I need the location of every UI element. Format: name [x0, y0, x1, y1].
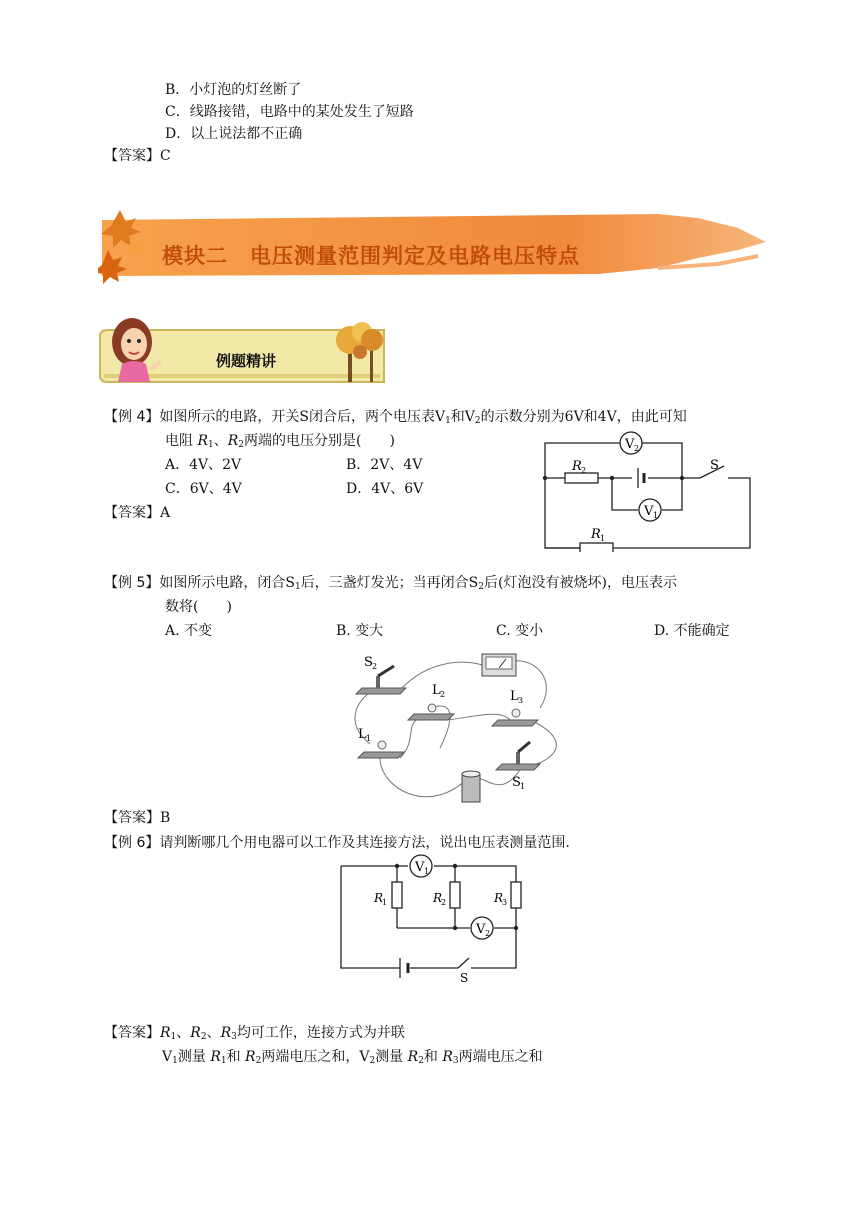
ex4-option-b: B．2V、4V	[346, 457, 423, 473]
svg-text:R: R	[494, 891, 504, 905]
svg-text:L: L	[432, 683, 441, 698]
answer-value: C	[160, 148, 171, 164]
option-b: B．小灯泡的灯丝断了	[165, 82, 302, 98]
lamp-l3	[492, 709, 538, 726]
svg-text:1: 1	[600, 534, 606, 543]
battery-icon	[462, 771, 480, 802]
option-c: C．线路接错，电路中的某处发生了短路	[165, 104, 414, 120]
resistor-r1	[580, 543, 613, 552]
option-d: D．以上说法都不正确	[165, 126, 303, 142]
ex5-line2: 数将( )	[165, 599, 232, 615]
voltmeter-icon	[482, 654, 516, 676]
svg-text:2: 2	[485, 929, 491, 938]
ex4-circuit-diagram	[540, 430, 755, 552]
example-badge	[98, 306, 394, 384]
svg-text:2: 2	[581, 466, 587, 475]
ex4-option-d: D．4V、6V	[346, 481, 424, 497]
svg-text:V: V	[625, 437, 635, 452]
svg-text:2: 2	[634, 444, 640, 453]
lamp-l2	[408, 704, 454, 720]
ex4-option-c: C．6V、4V	[165, 481, 242, 497]
module-banner	[98, 206, 768, 284]
ex6-answer-line2: $V_1$测量 $R_1$和 $R_2$两端电压之和，$V_2$测量 $R_2$和 $R_3$两端电压之和	[162, 1049, 543, 1066]
svg-text:S: S	[710, 458, 719, 473]
svg-text:S: S	[364, 655, 373, 670]
svg-text:V: V	[644, 504, 654, 519]
svg-text:1: 1	[382, 898, 388, 907]
svg-text:1: 1	[520, 782, 526, 791]
resistor-r3	[511, 882, 521, 908]
svg-text:S: S	[512, 775, 521, 790]
ex4-option-a: A．4V、2V	[165, 457, 242, 473]
ex5-option-d: D. 不能确定	[654, 623, 730, 639]
svg-text:2: 2	[441, 898, 447, 907]
ex5-option-b: B. 变大	[336, 623, 384, 639]
resistor-r2	[450, 882, 460, 908]
svg-text:3: 3	[518, 696, 524, 705]
ex6-circuit-diagram	[336, 852, 522, 984]
svg-text:S: S	[460, 971, 469, 984]
ex5-tag: 【例 5】	[104, 575, 160, 591]
lamp-l1	[358, 741, 404, 758]
svg-text:R: R	[591, 527, 601, 542]
ex6-tag: 【例 6】	[104, 835, 160, 851]
switch-s2	[356, 666, 406, 694]
ex5-physical-circuit	[340, 648, 570, 808]
ex4-line2: 电阻 $R_1$、$R_2$两端的电压分别是( )	[165, 433, 395, 450]
ex5-line1: 【例 5】如图所示电路，闭合$S_1$后，三盏灯发光；当再闭合$S_2$后(灯泡没有被烧坏)，电压表示	[104, 575, 677, 592]
svg-text:3: 3	[502, 898, 508, 907]
ex4-answer: 【答案】A	[104, 505, 171, 521]
svg-text:R: R	[572, 459, 582, 474]
ex6-line1: 【例 6】请判断哪几个用电器可以工作及其连接方法，说出电压表测量范围.	[104, 835, 570, 851]
svg-text:L: L	[510, 689, 519, 704]
svg-text:2: 2	[372, 662, 378, 671]
svg-text:R: R	[374, 891, 384, 905]
svg-text:2: 2	[440, 690, 446, 699]
module-title: 模块二 电压测量范围判定及电路电压特点	[162, 244, 580, 268]
ex5-answer: 【答案】B	[104, 810, 171, 826]
svg-text:R: R	[433, 891, 443, 905]
svg-text:1: 1	[366, 734, 372, 743]
ex4-tag: 【例 4】	[104, 409, 160, 425]
ex6-answer-line1: 【答案】$R_1$、$R_2$、$R_3$均可工作，连接方式为并联	[104, 1025, 405, 1042]
svg-text:1: 1	[424, 867, 430, 876]
svg-text:1: 1	[653, 511, 659, 520]
ex5-option-a: A. 不变	[165, 623, 213, 639]
ex4-line1: 【例 4】如图所示的电路，开关S闭合后，两个电压表$V_1$和$V_2$的示数分别为6V和4V，由此可知	[104, 409, 687, 426]
svg-text:V: V	[476, 922, 486, 937]
svg-text:L: L	[358, 727, 367, 742]
switch-s1	[496, 742, 540, 770]
badge-label: 例题精讲	[216, 352, 277, 370]
resistor-r1	[392, 882, 402, 908]
answer-prev	[104, 147, 171, 165]
ex5-option-c: C. 变小	[496, 623, 544, 639]
badge-graphic	[98, 306, 394, 384]
svg-text:V: V	[415, 860, 425, 875]
answer-label: 【答案】	[104, 148, 160, 164]
